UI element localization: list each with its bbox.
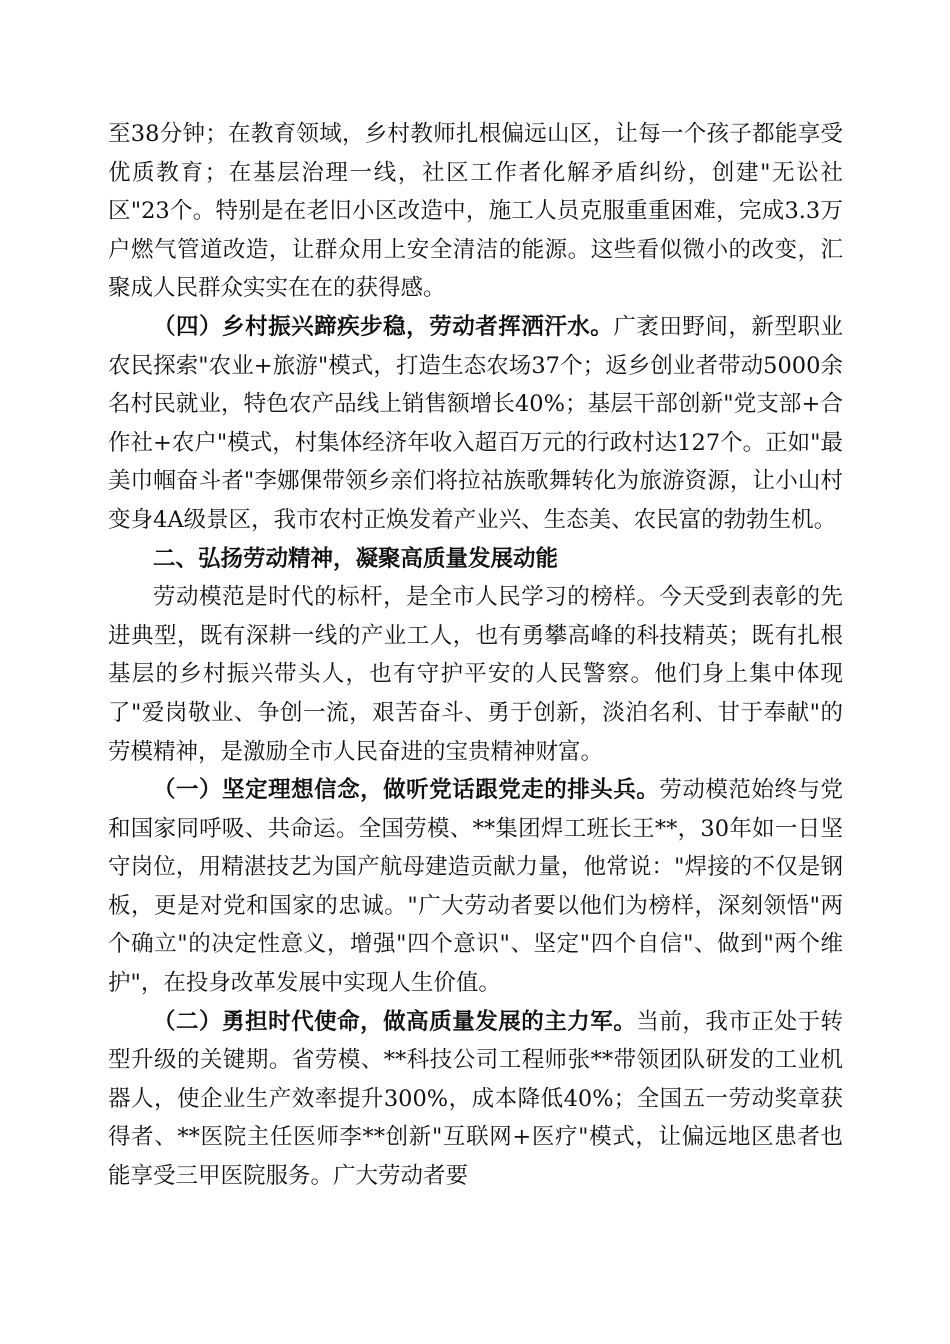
section-heading-2: 二、弘扬劳动精神，凝聚高质量发展动能 bbox=[153, 545, 559, 572]
subsection-heading-1: （一）坚定理想信念，做听党话跟党走的排头兵。 bbox=[153, 777, 660, 804]
paragraph-body: 当前，我市正处于转型升级的关键期。省劳模、**科技公司工程师张**带领团队研发的工业机器人，使企业生产效率提升300%，成本降低40%；全国五一劳动奖章获得者、**医院主任医师李**创新"互联网+医疗"模式，让偏远地区患者也能享受三甲医院服务。广大劳动者要 bbox=[108, 1008, 843, 1190]
paragraph-ideals-belief bbox=[108, 771, 843, 1003]
subsection-heading-4: （四）乡村振兴蹄疾步稳，劳动者挥洒汗水。 bbox=[153, 313, 614, 340]
paragraph-public-services: 至38分钟；在教育领域，乡村教师扎根偏远山区，让每一个孩子都能享受优质教育；在基层治理一线，社区工作者化解矛盾纠纷，创建"无讼社区"23个。特别是在老旧小区改造中，施工人员克服重重困难，完成3.3万户燃气管道改造，让群众用上安全清洁的能源。这些看似微小的改变，汇聚成人民群众实实在在的获得感。 bbox=[108, 121, 843, 302]
subsection-heading-2: （二）勇担时代使命，做高质量发展的主力军。 bbox=[153, 1008, 637, 1035]
paragraph-mission bbox=[108, 1003, 843, 1196]
paragraph-body: 广袤田野间，新型职业农民探索"农业+旅游"模式，打造生态农场37个；返乡创业者带动5000余名村民就业，特色农产品线上销售额增长40%；基层干部创新"党支部+合作社+农户"模式，村集体经济年收入超百万元的行政村达127个。正如"最美巾帼奋斗者"李娜倮带领乡亲们将拉祜族歌舞转化为旅游资源，让小山村变身4A级景区，我市农村正焕发着产业兴、生态美、农民富的勃勃生机。 bbox=[108, 313, 843, 533]
paragraph-rural-revitalization bbox=[108, 308, 843, 540]
document-page bbox=[108, 115, 843, 1196]
paragraph-labor-models: 劳动模范是时代的标杆，是全市人民学习的榜样。今天受到表彰的先进典型，既有深耕一线的产业工人，也有勇攀高峰的科技精英；既有扎根基层的乡村振兴带头人，也有守护平安的人民警察。他们身上集中体现了"爱岗敬业、争创一流，艰苦奋斗、勇于创新，淡泊名利、甘于奉献"的劳模精神，是激励全市人民奋进的宝贵精神财富。 bbox=[108, 584, 843, 765]
paragraph-body: 劳动模范始终与党和国家同呼吸、共命运。全国劳模、**集团焊工班长王**，30年如一日坚守岗位，用精湛技艺为国产航母建造贡献力量，他常说："焊接的不仅是钢板，更是对党和国家的忠诚。"广大劳动者要以他们为榜样，深刻领悟"两个确立"的决定性意义，增强"四个意识"、坚定"四个自信"、做到"两个维护"，在投身改革发展中实现人生价值。 bbox=[108, 777, 843, 997]
